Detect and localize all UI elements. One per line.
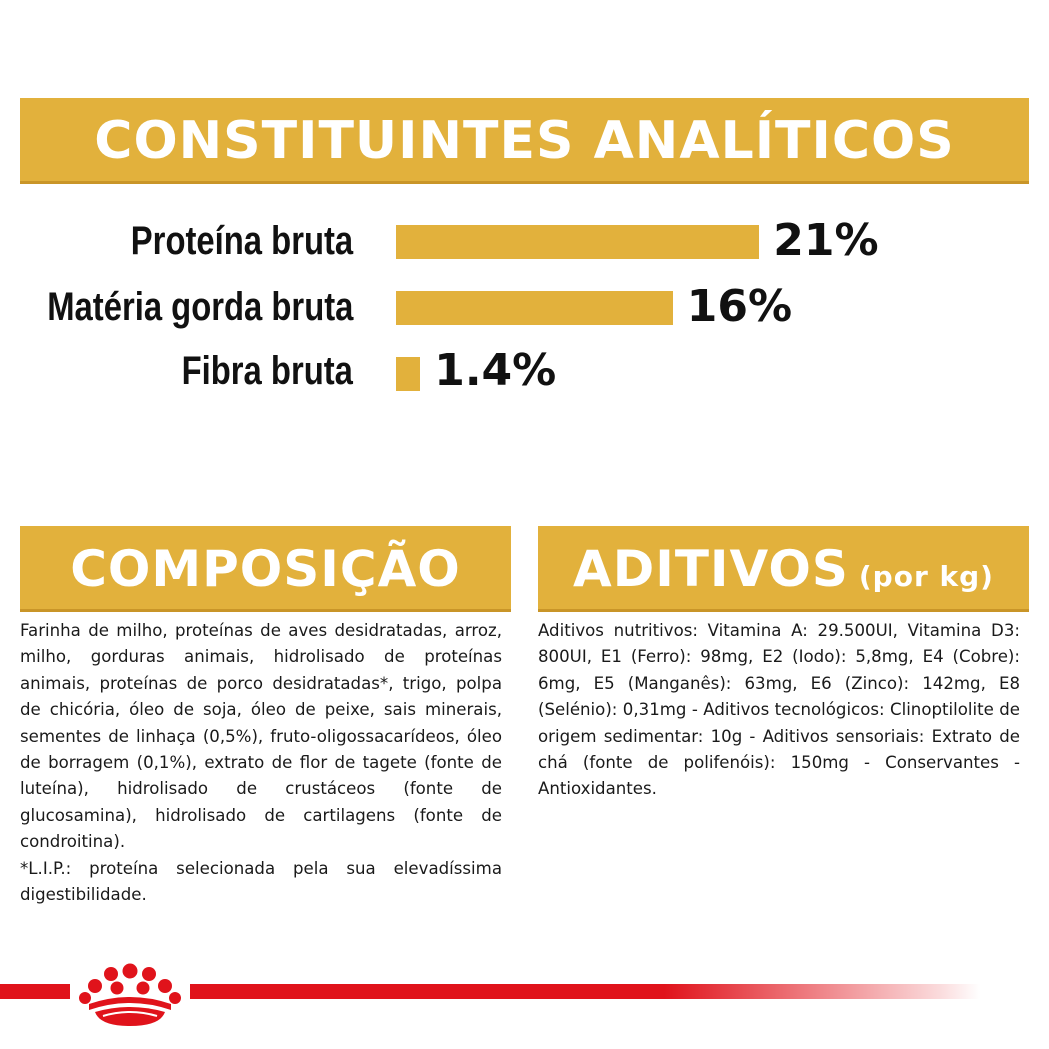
metric-bar-fibre <box>396 357 420 391</box>
additives-title: ADITIVOS <box>573 540 849 598</box>
additives-list: Aditivos nutritivos: Vitamina A: 29.500UI, Vitamina D3: 800UI, E1 (Ferro): 98mg, E2 (Iodo): 5,8mg, E4 (Cobre): 6mg, E5 (Manganês): 63mg, E6 (Zinco): 142mg, E8 (Selénio): 0,31mg - Aditivos tecnológicos: Clinoptilolite de origem sedimentar: 10g - Aditivos sensoriais: Extrato de chá (fonte de polifenóis): 150mg - Conservantes - Antioxidantes. <box>538 621 1020 799</box>
composition-text-block <box>20 618 502 908</box>
additives-header <box>538 526 1029 612</box>
footer-brand-line-right <box>190 984 980 999</box>
additives-unit: (por kg) <box>858 559 994 593</box>
metric-bar-fat <box>396 291 673 325</box>
header-underline <box>20 609 511 612</box>
metric-label-protein: Proteína bruta <box>130 219 353 263</box>
composition-ingredients: Farinha de milho, proteínas de aves desidratadas, arroz, milho, gorduras animais, hidrolisado de proteínas animais, proteínas de porco desidratadas*, trigo, polpa de chicória, óleo de soja, óleo de peixe, sais minerais, sementes de linhaça (0,5%), fruto-oligossacarídeos, óleo de borragem (0,1%), extrato de flor de tagete (fonte de luteína), hidrolisado de crustáceos (fonte de glucosamina), hidrolisado de cartilagens (fonte de condroitina). <box>20 621 502 852</box>
additives-title-row <box>538 526 1029 612</box>
composition-title: COMPOSIÇÃO <box>70 540 461 598</box>
metric-label-fat: Matéria gorda bruta <box>46 285 353 329</box>
header-underline <box>20 181 1029 184</box>
analytics-header <box>20 98 1029 184</box>
metric-value-protein: 21% <box>773 215 879 266</box>
footer-brand-line-left <box>0 984 70 999</box>
royal-canin-crown-icon <box>75 960 185 1030</box>
metric-label-fibre: Fibra bruta <box>181 349 353 393</box>
metric-value-fibre: 1.4% <box>434 345 557 396</box>
analytics-title: CONSTITUINTES ANALÍTICOS <box>94 111 955 171</box>
metric-value-fat: 16% <box>686 281 793 332</box>
metric-bar-protein <box>396 225 759 259</box>
additives-text-block <box>538 618 1020 803</box>
header-underline <box>538 609 1029 612</box>
composition-header <box>20 526 511 612</box>
composition-footnote: *L.I.P.: proteína selecionada pela sua elevadíssima digestibilidade. <box>20 858 502 905</box>
